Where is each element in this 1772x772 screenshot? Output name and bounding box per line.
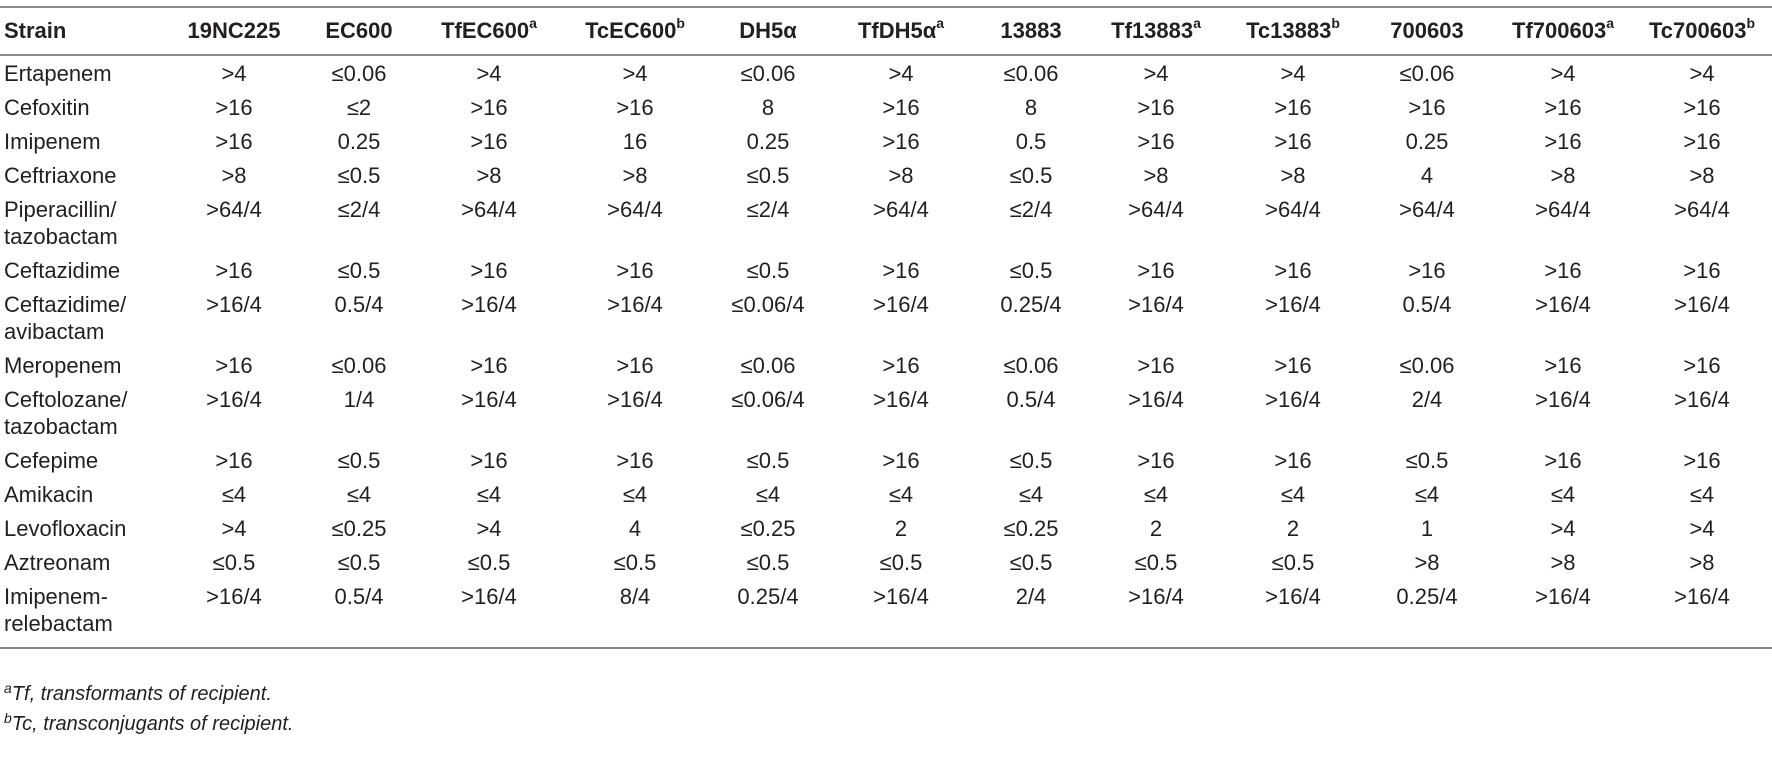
mic-value-cell: >16/4 (607, 292, 663, 317)
mic-value-cell: ≤0.06 (740, 61, 796, 86)
mic-value-cell: >16 (1274, 129, 1312, 154)
mic-value-cell: >8 (622, 163, 648, 188)
mic-value-cell: ≤0.5 (1009, 448, 1053, 473)
mic-value-cell: ≤2 (346, 95, 372, 120)
mic-value-cell: ≤0.5 (337, 163, 381, 188)
mic-value-cell: >16 (470, 258, 508, 283)
footnote-mark: a (1193, 15, 1201, 31)
mic-value-cell: ≤0.06 (1399, 353, 1455, 378)
mic-value-cell: >4 (1550, 516, 1576, 541)
footnote-mark: a (936, 15, 945, 31)
column-header (1360, 7, 1494, 55)
mic-value-cell: ≤0.5 (746, 258, 790, 283)
mic-value-cell: 16 (622, 129, 648, 154)
table-row (0, 192, 1772, 253)
antibiotic-name: Amikacin (4, 482, 94, 507)
mic-value-cell: >16/4 (418, 579, 560, 648)
mic-value-cell: >16/4 (1632, 579, 1772, 648)
column-header (560, 7, 710, 55)
mic-value-cell: ≤4 (1689, 482, 1715, 507)
mic-value-cell: >16 (882, 95, 920, 120)
mic-value-cell: 2/4 (976, 579, 1086, 648)
mic-value-cell: >16/4 (1494, 579, 1632, 648)
mic-value-cell: ≤0.5 (613, 550, 657, 575)
mic-value-cell: >8 (888, 163, 914, 188)
mic-value-cell: >64/4 (1399, 197, 1455, 222)
mic-value-cell: ≤0.5 (879, 550, 923, 575)
mic-value-cell: >16 (1274, 95, 1312, 120)
mic-value-cell: >64/4 (1128, 197, 1184, 222)
column-header (300, 7, 418, 55)
table-row (0, 511, 1772, 545)
column-header (1226, 7, 1360, 55)
column-header-label: Strain (4, 18, 67, 43)
mic-value-cell: >64/4 (206, 197, 262, 222)
mic-value-cell: >16 (1683, 353, 1721, 378)
antibiotic-name: Aztreonam (4, 550, 111, 575)
mic-value-cell: >4 (221, 516, 247, 541)
antibiotic-name: Ertapenem (4, 61, 112, 86)
mic-value-cell: >64/4 (1674, 197, 1730, 222)
column-header-label: Tf700603 (1512, 18, 1607, 43)
column-header (1494, 7, 1632, 55)
mic-value-cell: >16/4 (168, 579, 300, 648)
mic-value-cell: ≤0.5 (746, 448, 790, 473)
column-header-label: 700603 (1390, 18, 1464, 43)
mic-value-cell: 2 (1286, 516, 1300, 541)
mic-value-cell: >16/4 (873, 292, 929, 317)
mic-value-cell: >16 (470, 95, 508, 120)
column-header-label: Tc13883 (1246, 18, 1332, 43)
mic-value-cell: >16 (1137, 95, 1175, 120)
mic-value-cell: ≤4 (346, 482, 372, 507)
mic-value-cell: >4 (476, 61, 502, 86)
mic-value-cell: 8 (761, 95, 775, 120)
mic-value-cell: ≤0.06/4 (731, 387, 805, 412)
mic-value-cell: >4 (1280, 61, 1306, 86)
table-row (0, 124, 1772, 158)
mic-value-cell: >16 (1544, 353, 1582, 378)
table-row (0, 90, 1772, 124)
mic-value-cell: ≤4 (1018, 482, 1044, 507)
mic-value-cell: >8 (1143, 163, 1169, 188)
column-header-label: TfEC600 (441, 18, 530, 43)
antibiotic-name: Cefoxitin (4, 95, 90, 120)
antibiotic-name: Ceftazidime/ avibactam (4, 292, 127, 344)
footnote-mark: a (1606, 15, 1614, 31)
mic-value-cell: >8 (1550, 163, 1576, 188)
mic-value-cell: >4 (622, 61, 648, 86)
mic-value-cell: ≤4 (1550, 482, 1576, 507)
mic-value-cell: >4 (1689, 516, 1715, 541)
table-row (0, 158, 1772, 192)
mic-value-cell: ≤4 (1414, 482, 1440, 507)
antibiotic-name: Meropenem (4, 353, 122, 378)
mic-value-cell: >16 (882, 448, 920, 473)
mic-value-cell: >16 (1137, 258, 1175, 283)
mic-value-cell: ≤0.06 (1003, 353, 1059, 378)
mic-value-cell: >16 (616, 448, 654, 473)
footnote-text: Tc, transconjugants of recipient. (11, 713, 294, 735)
mic-value-cell: >16/4 (607, 387, 663, 412)
mic-value-cell: >16 (1408, 95, 1446, 120)
column-header (976, 7, 1086, 55)
mic-value-cell: >16 (1274, 353, 1312, 378)
mic-value-cell: 0.5 (1015, 129, 1047, 154)
mic-value-cell: ≤2/4 (746, 197, 790, 222)
mic-value-cell: >16 (470, 129, 508, 154)
table-row (0, 579, 1772, 648)
column-header (826, 7, 976, 55)
mic-value-cell: ≤0.5 (1009, 550, 1053, 575)
mic-value-cell: 4 (1420, 163, 1434, 188)
mic-value-cell: >8 (221, 163, 247, 188)
mic-value-cell: >16 (215, 258, 253, 283)
mic-value-cell: >16 (1683, 129, 1721, 154)
footnote-mark: b (676, 15, 685, 31)
mic-value-cell: >16 (616, 95, 654, 120)
table-row (0, 477, 1772, 511)
mic-value-cell: ≤0.5 (337, 258, 381, 283)
mic-value-cell: ≤0.5 (467, 550, 511, 575)
mic-value-cell: >8 (1280, 163, 1306, 188)
mic-value-cell: >4 (1689, 61, 1715, 86)
antibiotic-name: Piperacillin/ tazobactam (4, 197, 118, 249)
mic-value-cell: ≤2/4 (337, 197, 381, 222)
mic-value-cell: >16 (215, 95, 253, 120)
mic-value-cell: 0.25/4 (710, 579, 826, 648)
footnote-text: Tf, transformants of recipient. (11, 683, 272, 705)
mic-value-cell: >16/4 (826, 579, 976, 648)
footnote-mark: b (1331, 15, 1340, 31)
column-header (1632, 7, 1772, 55)
mic-value-cell: >16 (882, 129, 920, 154)
mic-value-cell: >8 (1414, 550, 1440, 575)
footnote-mark: a (529, 15, 537, 31)
table-row (0, 55, 1772, 90)
column-header-label: 19NC225 (187, 18, 281, 43)
column-header-label: DH5α (739, 18, 797, 43)
antibiotic-name: Cefepime (4, 448, 99, 473)
table-row (0, 287, 1772, 348)
mic-value-cell: ≤0.5 (1134, 550, 1178, 575)
mic-value-cell: 0.25 (1405, 129, 1449, 154)
mic-value-cell: >16 (616, 353, 654, 378)
mic-value-cell: 8/4 (560, 579, 710, 648)
column-header (710, 7, 826, 55)
mic-value-cell: ≤0.06 (331, 61, 387, 86)
mic-value-cell: >16/4 (1674, 387, 1730, 412)
table-row (0, 348, 1772, 382)
table-row (0, 545, 1772, 579)
mic-value-cell: 0.25/4 (1360, 579, 1494, 648)
mic-value-cell: >4 (476, 516, 502, 541)
mic-value-cell: >8 (476, 163, 502, 188)
mic-value-cell: ≤4 (888, 482, 914, 507)
footnote-b (4, 710, 294, 736)
column-header-strain (0, 7, 168, 55)
mic-value-cell: >64/4 (607, 197, 663, 222)
mic-value-cell: ≤0.25 (1003, 516, 1059, 541)
antibiotic-name: Ceftolozane/ tazobactam (4, 387, 128, 439)
mic-value-cell: ≤2/4 (1009, 197, 1053, 222)
mic-value-cell: ≤0.06 (740, 353, 796, 378)
mic-value-cell: ≤0.25 (740, 516, 796, 541)
mic-value-cell: ≤4 (1143, 482, 1169, 507)
mic-value-cell: >16 (1544, 448, 1582, 473)
mic-value-cell: >16 (1683, 258, 1721, 283)
mic-value-cell: ≤0.25 (331, 516, 387, 541)
mic-value-cell: 2/4 (1411, 387, 1443, 412)
table-row (0, 382, 1772, 443)
mic-value-cell: >16 (1137, 353, 1175, 378)
mic-value-cell: >16/4 (1265, 387, 1321, 412)
antibiotic-name: Ceftazidime (4, 258, 121, 283)
mic-value-cell: 0.25 (337, 129, 381, 154)
mic-value-cell: 0.5/4 (300, 579, 418, 648)
mic-value-cell: >16/4 (206, 292, 262, 317)
mic-value-cell: 2 (894, 516, 908, 541)
mic-table (0, 6, 1772, 649)
mic-value-cell: >16/4 (1535, 292, 1591, 317)
footnote-mark: b (4, 710, 12, 726)
mic-value-cell: >16 (470, 353, 508, 378)
mic-value-cell: 4 (628, 516, 642, 541)
mic-value-cell: >16/4 (1128, 387, 1184, 412)
footnote-mark: a (4, 680, 12, 696)
footnote-mark: b (1746, 15, 1755, 31)
mic-value-cell: >16 (882, 353, 920, 378)
mic-value-cell: ≤0.5 (1405, 448, 1449, 473)
mic-value-cell: >16 (1408, 258, 1446, 283)
mic-value-cell: 1/4 (343, 387, 375, 412)
table-body (0, 55, 1772, 648)
footnote-a (4, 680, 272, 706)
mic-value-cell: 0.5/4 (1006, 387, 1056, 412)
mic-value-cell: 2 (1149, 516, 1163, 541)
antibiotic-name: Ceftriaxone (4, 163, 117, 188)
table-row (0, 443, 1772, 477)
mic-value-cell: 0.25/4 (1000, 292, 1062, 317)
mic-value-cell: >16 (1683, 448, 1721, 473)
mic-value-cell: ≤0.5 (212, 550, 256, 575)
mic-value-cell: >16/4 (1128, 292, 1184, 317)
antibiotic-name: Levofloxacin (4, 516, 127, 541)
mic-value-cell: >8 (1689, 550, 1715, 575)
mic-value-cell: 0.5/4 (334, 292, 384, 317)
column-header-label: TfDH5α (857, 18, 937, 43)
mic-value-cell: >8 (1689, 163, 1715, 188)
mic-value-cell: >16 (1544, 95, 1582, 120)
mic-value-cell: >4 (221, 61, 247, 86)
column-header (168, 7, 300, 55)
mic-value-cell: >4 (888, 61, 914, 86)
mic-value-cell: >16 (616, 258, 654, 283)
mic-value-cell: ≤0.06 (1399, 61, 1455, 86)
mic-value-cell: ≤4 (755, 482, 781, 507)
mic-value-cell: >16 (1544, 129, 1582, 154)
column-header (418, 7, 560, 55)
column-header (1086, 7, 1226, 55)
mic-value-cell: >16 (1137, 448, 1175, 473)
mic-value-cell: >16 (215, 353, 253, 378)
column-header-label: EC600 (325, 18, 393, 43)
table-row (0, 253, 1772, 287)
mic-value-cell: >4 (1550, 61, 1576, 86)
antibiotic-name: Imipenem- relebactam (0, 579, 168, 648)
mic-value-cell: >16 (470, 448, 508, 473)
mic-value-cell: 8 (1024, 95, 1038, 120)
mic-value-cell: >16 (215, 129, 253, 154)
mic-value-cell: >16 (1683, 95, 1721, 120)
mic-value-cell: >8 (1550, 550, 1576, 575)
mic-value-cell: >16 (1137, 129, 1175, 154)
mic-value-cell: >16 (1544, 258, 1582, 283)
mic-value-cell: >16/4 (1226, 579, 1360, 648)
mic-value-cell: >16/4 (461, 292, 517, 317)
mic-value-cell: >16 (1274, 448, 1312, 473)
mic-value-cell: >16/4 (1086, 579, 1226, 648)
column-header-label: 13883 (1000, 18, 1062, 43)
mic-value-cell: ≤4 (476, 482, 502, 507)
mic-value-cell: ≤0.5 (1009, 258, 1053, 283)
column-header-label: Tc700603 (1648, 18, 1747, 43)
mic-value-cell: >64/4 (873, 197, 929, 222)
mic-value-cell: ≤0.06 (331, 353, 387, 378)
mic-value-cell: ≤0.5 (337, 448, 381, 473)
mic-value-cell: ≤4 (622, 482, 648, 507)
mic-value-cell: >64/4 (1265, 197, 1321, 222)
mic-value-cell: >16/4 (1535, 387, 1591, 412)
mic-value-cell: 1 (1420, 516, 1434, 541)
column-header-label: Tf13883 (1111, 18, 1194, 43)
antibiotic-name: Imipenem (4, 129, 101, 154)
mic-value-cell: 0.5/4 (1402, 292, 1452, 317)
mic-value-cell: >16 (882, 258, 920, 283)
mic-value-cell: >4 (1143, 61, 1169, 86)
mic-value-cell: >16 (215, 448, 253, 473)
mic-value-cell: ≤0.5 (337, 550, 381, 575)
mic-value-cell: >16/4 (873, 387, 929, 412)
mic-value-cell: >16/4 (461, 387, 517, 412)
mic-value-cell: >64/4 (461, 197, 517, 222)
mic-value-cell: ≤0.06/4 (731, 292, 805, 317)
mic-value-cell: >64/4 (1535, 197, 1591, 222)
mic-value-cell: ≤0.5 (1009, 163, 1053, 188)
mic-value-cell: >16 (1274, 258, 1312, 283)
table-header-row (0, 7, 1772, 55)
column-header-label: TcEC600 (585, 18, 677, 43)
mic-value-cell: ≤0.06 (1003, 61, 1059, 86)
mic-value-cell: ≤4 (1280, 482, 1306, 507)
mic-value-cell: ≤4 (221, 482, 247, 507)
mic-value-cell: ≤0.5 (746, 163, 790, 188)
mic-value-cell: >16/4 (1265, 292, 1321, 317)
mic-value-cell: >16/4 (1674, 292, 1730, 317)
mic-value-cell: ≤0.5 (1271, 550, 1315, 575)
mic-value-cell: >16/4 (206, 387, 262, 412)
mic-value-cell: 0.25 (746, 129, 790, 154)
mic-value-cell: ≤0.5 (746, 550, 790, 575)
